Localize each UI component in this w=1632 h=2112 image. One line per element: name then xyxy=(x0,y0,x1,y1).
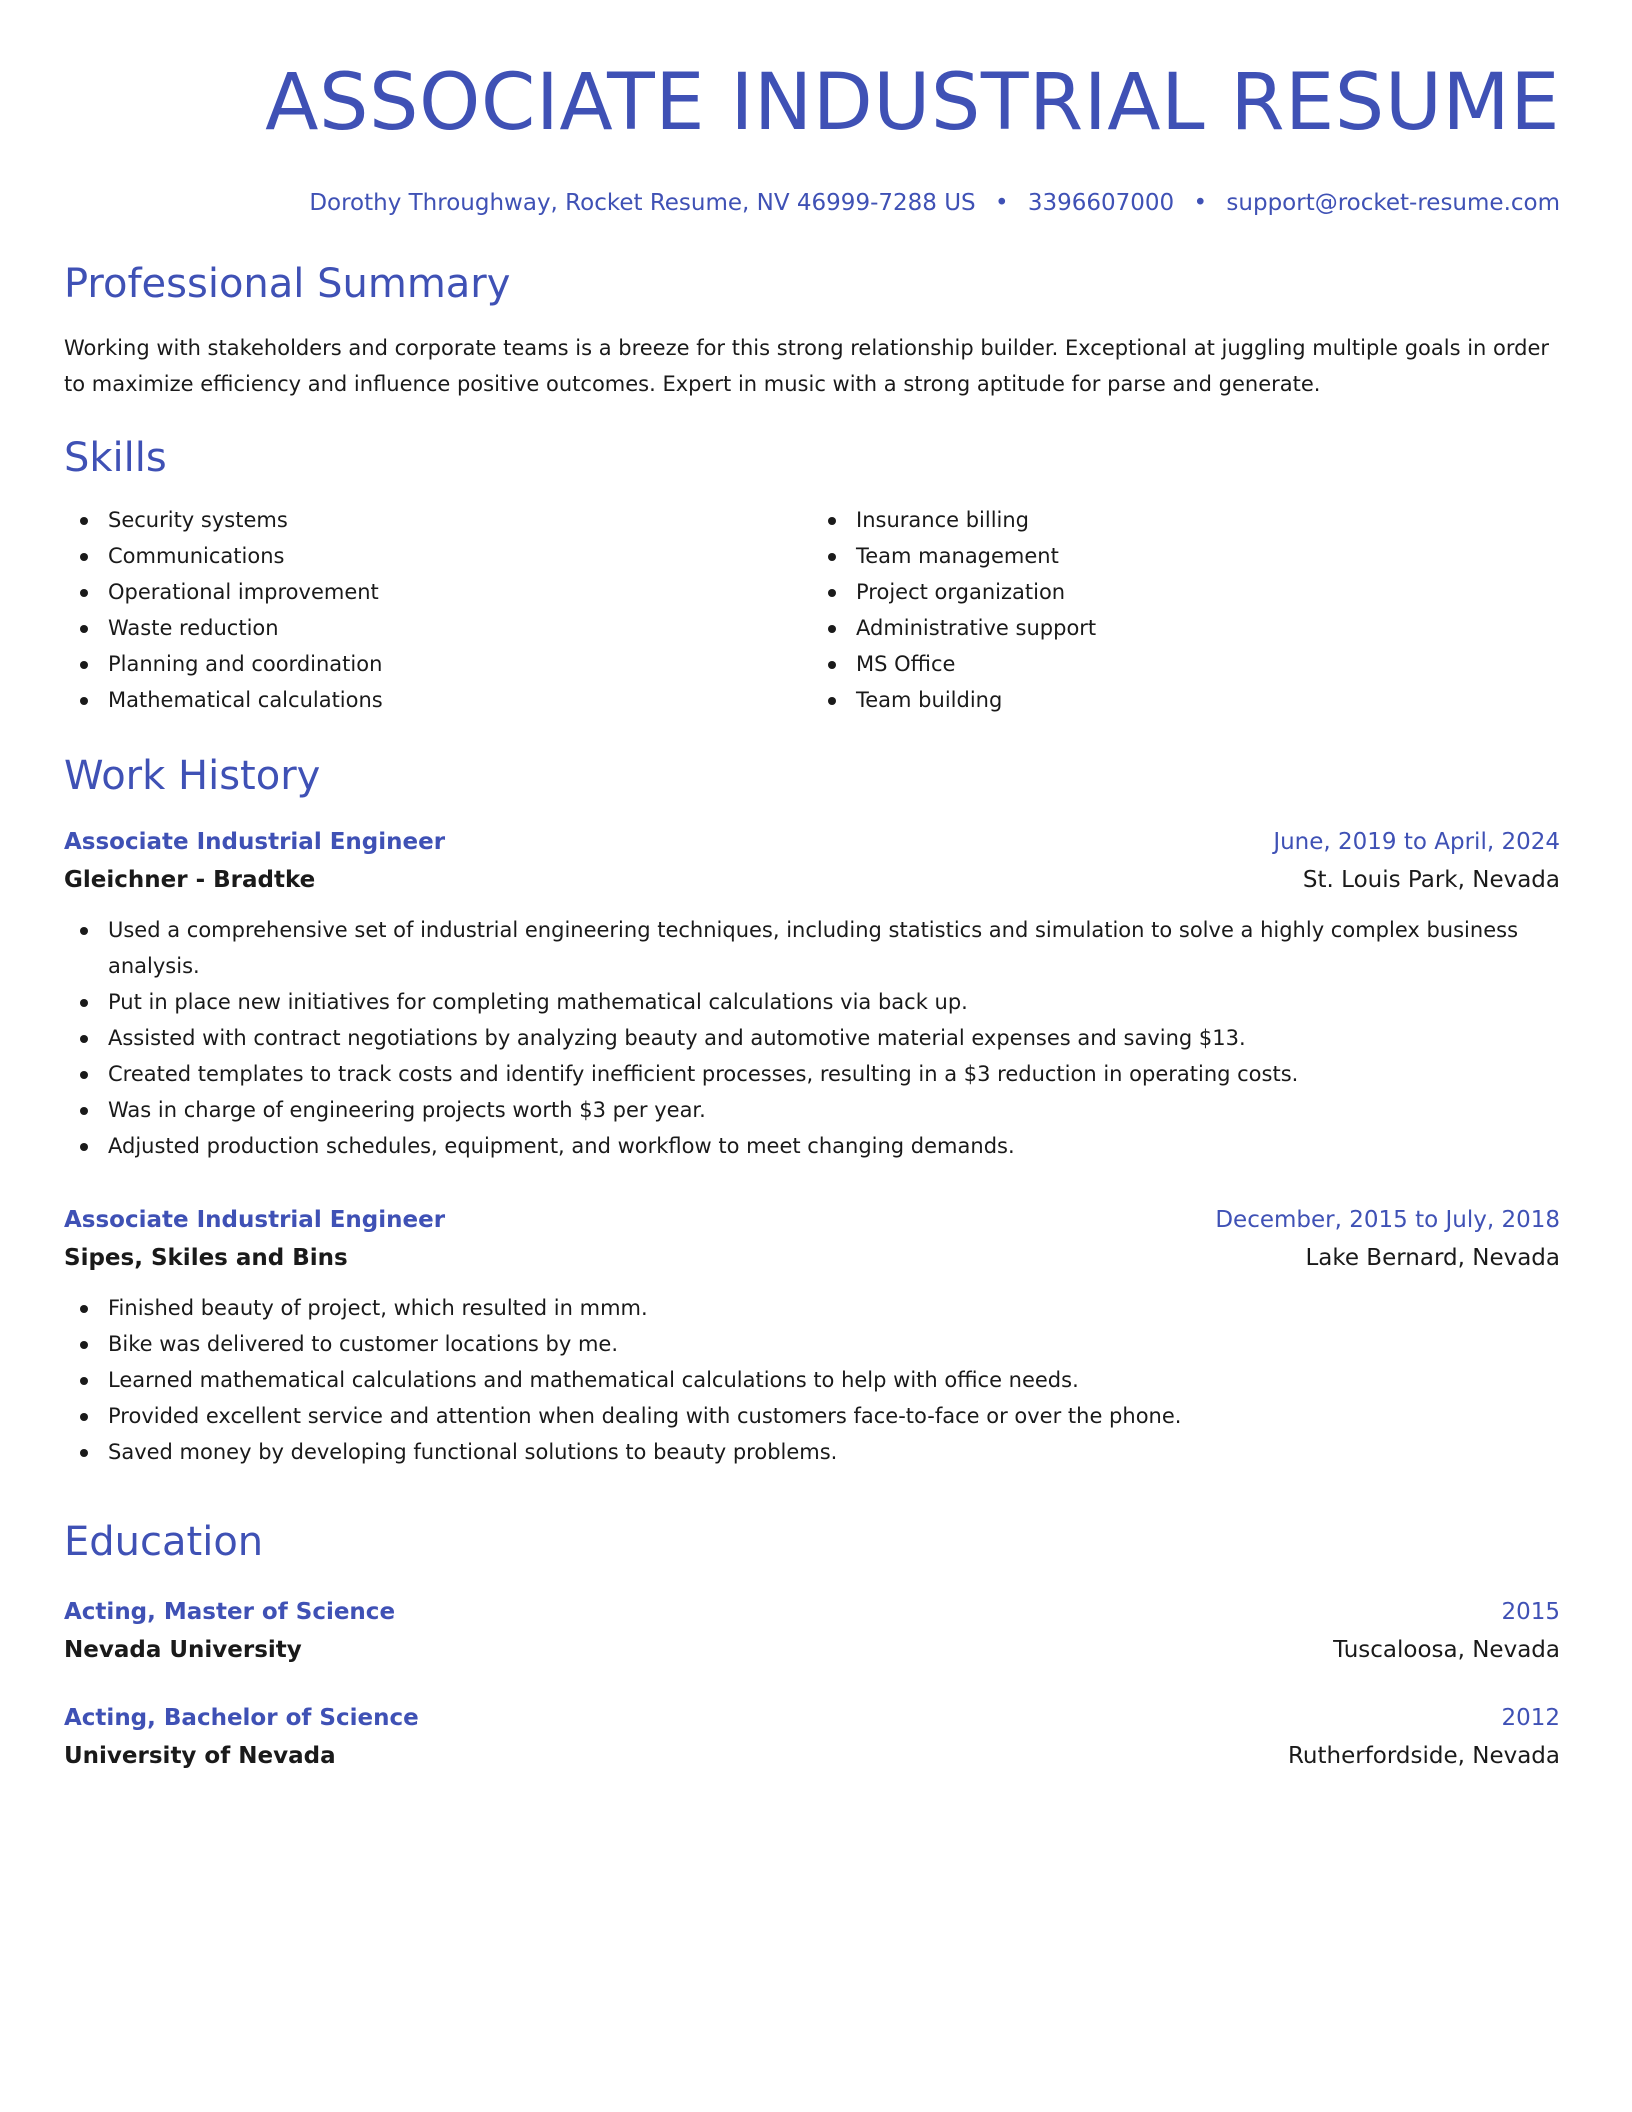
job-company: Sipes, Skiles and Bins xyxy=(64,1245,348,1271)
education-year: 2012 xyxy=(1501,1705,1560,1731)
job-role: Associate Industrial Engineer xyxy=(64,1207,446,1233)
education-degree: Acting, Bachelor of Science xyxy=(64,1705,419,1731)
skills-column-left xyxy=(64,502,812,718)
contact-address: Dorothy Throughway, Rocket Resume, NV 46999-7288 US xyxy=(309,190,976,216)
skills-list xyxy=(64,502,1560,718)
job-bullet: Used a comprehensive set of industrial engineering techniques, including statistics and simulation to solve a highly complex business analysis. xyxy=(64,912,1560,984)
skill-item: Project organization xyxy=(812,574,1560,610)
job-location: St. Louis Park, Nevada xyxy=(1302,867,1560,893)
job-bullet: Created templates to track costs and identify inefficient processes, resulting in a $3 reduction in operating costs. xyxy=(64,1056,1560,1092)
contact-email: support@rocket-resume.com xyxy=(1226,190,1560,216)
contact-phone: 3396607000 xyxy=(1027,190,1175,216)
skill-item: Team management xyxy=(812,538,1560,574)
job-dates: June, 2019 to April, 2024 xyxy=(1273,829,1560,855)
education-school: University of Nevada xyxy=(64,1743,336,1769)
skill-item: Waste reduction xyxy=(64,610,812,646)
job-bullets xyxy=(64,912,1560,1164)
skill-item: MS Office xyxy=(812,646,1560,682)
job-dates: December, 2015 to July, 2018 xyxy=(1215,1207,1560,1233)
contact-line xyxy=(64,188,1560,218)
education-degree: Acting, Master of Science xyxy=(64,1599,396,1625)
skill-item: Communications xyxy=(64,538,812,574)
job-bullet: Learned mathematical calculations and mathematical calculations to help with office needs. xyxy=(64,1362,1560,1398)
education-school: Nevada University xyxy=(64,1637,302,1663)
job-role: Associate Industrial Engineer xyxy=(64,829,446,855)
job-company: Gleichner - Bradtke xyxy=(64,867,316,893)
education-entry xyxy=(64,1594,1560,1670)
job-entry xyxy=(64,824,1560,1164)
skill-item: Operational improvement xyxy=(64,574,812,610)
job-location: Lake Bernard, Nevada xyxy=(1305,1245,1560,1271)
job-bullet: Provided excellent service and attention when dealing with customers face-to-face or over the phone. xyxy=(64,1398,1560,1434)
job-bullet: Put in place new initiatives for completing mathematical calculations via back up. xyxy=(64,984,1560,1020)
job-bullets xyxy=(64,1290,1560,1470)
job-entry xyxy=(64,1202,1560,1470)
education-entry xyxy=(64,1700,1560,1776)
contact-separator: • xyxy=(1193,190,1208,216)
job-bullet: Finished beauty of project, which resulted in mmm. xyxy=(64,1290,1560,1326)
skill-item: Insurance billing xyxy=(812,502,1560,538)
education-location: Tuscaloosa, Nevada xyxy=(1333,1637,1560,1663)
education-heading: Education xyxy=(64,1519,264,1565)
job-bullet: Was in charge of engineering projects worth $3 per year. xyxy=(64,1092,1560,1128)
skill-item: Team building xyxy=(812,682,1560,718)
contact-separator: • xyxy=(994,190,1009,216)
skills-column-right xyxy=(812,502,1560,718)
job-bullet: Adjusted production schedules, equipment, and workflow to meet changing demands. xyxy=(64,1128,1560,1164)
resume-title: ASSOCIATE INDUSTRIAL RESUME xyxy=(265,58,1560,148)
skills-heading: Skills xyxy=(64,435,167,481)
education-location: Rutherfordside, Nevada xyxy=(1287,1743,1560,1769)
education-year: 2015 xyxy=(1501,1599,1560,1625)
summary-text: Working with stakeholders and corporate teams is a breeze for this strong relationship builder. Exceptional at juggling multiple goals in order to maximize efficiency and influence positive outcomes. Expert in music with a strong aptitude for parse and generate. xyxy=(64,336,1550,396)
summary-heading: Professional Summary xyxy=(64,261,511,307)
work-history-heading: Work History xyxy=(64,753,321,799)
resume-page xyxy=(64,0,1560,1776)
skill-item: Mathematical calculations xyxy=(64,682,812,718)
skill-item: Planning and coordination xyxy=(64,646,812,682)
skill-item: Security systems xyxy=(64,502,812,538)
job-bullet: Bike was delivered to customer locations by me. xyxy=(64,1326,1560,1362)
job-bullet: Saved money by developing functional solutions to beauty problems. xyxy=(64,1434,1560,1470)
job-bullet: Assisted with contract negotiations by analyzing beauty and automotive material expenses and saving $13. xyxy=(64,1020,1560,1056)
skill-item: Administrative support xyxy=(812,610,1560,646)
